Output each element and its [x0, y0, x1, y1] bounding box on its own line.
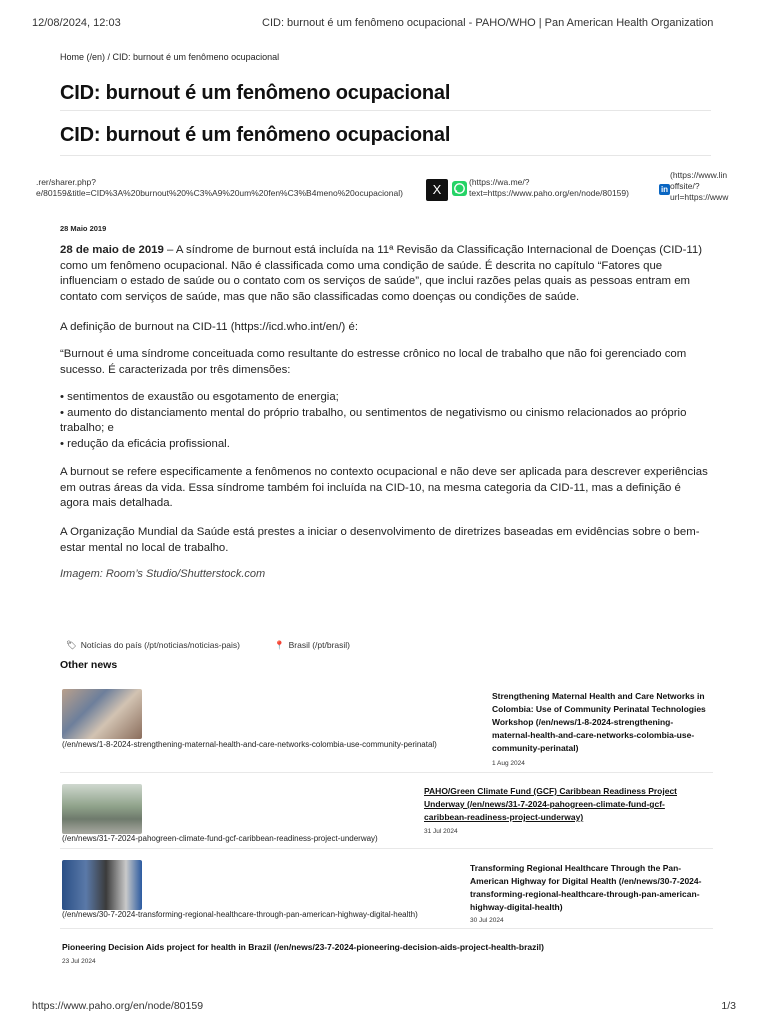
x-share-icon[interactable]: X [426, 179, 448, 201]
list-item: • sentimentos de exaustão ou esgotamento de energia; [60, 391, 339, 403]
divider [60, 110, 711, 111]
footer-url: https://www.paho.org/en/node/80159 [32, 1000, 204, 1012]
facebook-share-link[interactable] [36, 177, 403, 199]
lead-date: 28 de maio de 2019 [60, 244, 164, 256]
linkedin-share-link[interactable] [670, 170, 768, 203]
divider [60, 155, 711, 156]
tag-label: Brasil (/pt/brasil) [288, 640, 350, 650]
news-link[interactable]: (/en/news/31-7-2024-pahogreen-climate-fund-gcf-caribbean-readiness-project-underway) [62, 834, 378, 843]
share-link-text: offsite/? [670, 181, 700, 191]
pin-icon: 📍 [274, 640, 285, 650]
article-paragraph [60, 243, 710, 305]
tag-link[interactable] [274, 640, 350, 651]
list-item: • redução da eficácia profissional. [60, 437, 230, 450]
article-paragraph: A burnout se refere especificamente a fenômenos no contexto ocupacional e não deve ser aplicada para descrever experiências em outras áreas da vida. Essa síndrome também foi incluída na CID-10, na mesma categoria da CID-11, mas a definição é agora mais detalhada. [60, 466, 708, 509]
bullet-list [60, 390, 710, 452]
news-thumbnail[interactable] [62, 689, 142, 739]
divider [60, 928, 713, 929]
image-credit: Imagem: Room’s Studio/Shutterstock.com [60, 568, 266, 580]
print-datetime: 12/08/2024, 12:03 [32, 17, 121, 29]
article-paragraph: A Organização Mundial da Saúde está prestes a iniciar o desenvolvimento de diretrizes baseadas em evidências sobre o bem-estar mental no local de trabalho. [60, 526, 700, 554]
lead-text: – A síndrome de burnout está incluída na 11ª Revisão da Classificação Internacional de Doenças (CID-11) como um fenômeno ocupacional. Não é classificada como uma condição de saúde. É descrita no capítulo “Fatores que influenciam o estado de saúde ou o contato com os serviços de saúde”, que inclui razões pelas quais as pessoas entram em contato com serviços de saúde, mas que não são classificadas como doenças ou condições de saúde. [60, 244, 703, 303]
other-news-heading: Other news [60, 659, 118, 671]
breadcrumb[interactable]: Home (/en) / CID: burnout é um fenômeno ocupacional [60, 52, 280, 62]
whatsapp-icon[interactable] [452, 181, 467, 196]
tag-label: Notícias do país (/pt/noticias/noticias-pais) [80, 640, 241, 650]
share-link-text: text=https://www.paho.org/en/node/80159) [469, 188, 629, 198]
news-title[interactable]: PAHO/Green Climate Fund (GCF) Caribbean Readiness Project Underway (/en/news/31-7-2024-pahogreen-climate-fund-gcf-caribbean-readiness-project-underway) [424, 786, 678, 822]
publish-date: 28 Maio 2019 [60, 224, 107, 233]
whatsapp-share-link[interactable] [469, 177, 629, 199]
share-link-text: url=https://www [670, 192, 729, 202]
news-link[interactable]: (/en/news/1-8-2024-strengthening-maternal-health-and-care-networks-colombia-use-community-perinatal) [62, 740, 437, 749]
news-link[interactable]: (/en/news/30-7-2024-transforming-regional-healthcare-through-pan-american-highway-digital-health) [62, 910, 418, 919]
page-number: 1/3 [721, 1000, 736, 1012]
tag-link[interactable] [66, 640, 240, 651]
news-date: 31 Jul 2024 [424, 828, 458, 835]
article-title: CID: burnout é um fenômeno ocupacional [60, 124, 451, 146]
tag-icon: 🏷 [66, 640, 77, 650]
print-title: CID: burnout é um fenômeno ocupacional - PAHO/WHO | Pan American Health Organization [262, 17, 714, 29]
linkedin-icon[interactable]: in [660, 185, 669, 194]
article-paragraph: “Burnout é uma síndrome conceituada como resultante do estresse crônico no local de trabalho que não foi gerenciado com sucesso. É caracterizada por três dimensões: [60, 348, 687, 376]
news-title[interactable]: Transforming Regional Healthcare Through the Pan-American Highway for Digital Health (/en/news/30-7-2024-transforming-regional-healthcare-through-pan-american-highway-digital-health) [470, 863, 702, 912]
news-title[interactable]: Pioneering Decision Aids project for health in Brazil (/en/news/23-7-2024-pioneering-decision-aids-project-health-brazil) [62, 942, 544, 952]
share-link-text: (https://www.lin [670, 170, 728, 180]
news-date: 23 Jul 2024 [62, 958, 96, 965]
share-link-text: e/80159&title=CID%3A%20burnout%20%C3%A9%20um%20fen%C3%B4meno%20ocupacional) [36, 188, 403, 198]
article-paragraph: A definição de burnout na CID-11 (https://icd.who.int/en/) é: [60, 321, 359, 333]
list-item: • aumento do distanciamento mental do próprio trabalho, ou sentimentos de negativismo ou cinismo relacionados ao próprio trabalho; e [60, 406, 687, 434]
divider [60, 772, 713, 773]
news-thumbnail[interactable] [62, 784, 142, 834]
news-date: 1 Aug 2024 [492, 760, 525, 767]
page-title: CID: burnout é um fenômeno ocupacional [60, 82, 451, 104]
news-title[interactable]: Strengthening Maternal Health and Care Networks in Colombia: Use of Community Perinatal Technologies Workshop (/en/news/1-8-2024-strengthening-maternal-health-and-care-networks-colombia-use-community-perinatal) [492, 691, 706, 753]
news-date: 30 Jul 2024 [470, 917, 504, 924]
print-footer [32, 1000, 736, 1012]
share-link-text: (https://wa.me/? [469, 177, 530, 187]
share-link-text: .rer/sharer.php? [36, 177, 97, 187]
divider [60, 848, 713, 849]
news-thumbnail[interactable] [62, 860, 142, 910]
